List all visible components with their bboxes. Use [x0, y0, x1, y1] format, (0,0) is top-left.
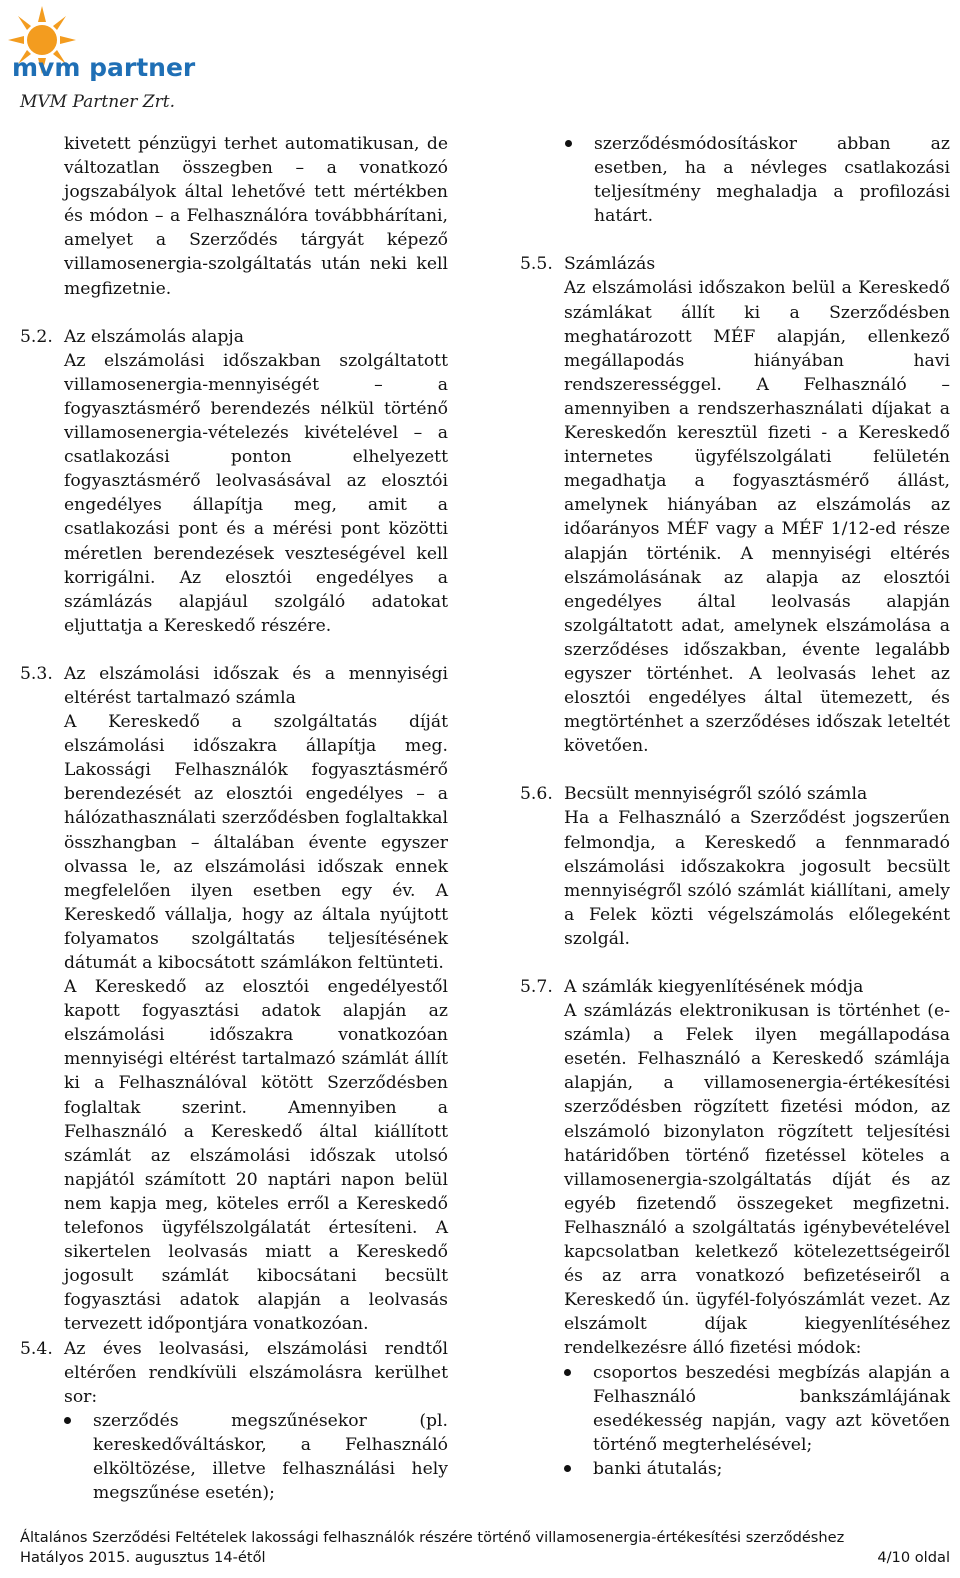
logo-text: mvm partner: [12, 53, 196, 82]
section-number: 5.6.: [520, 784, 553, 805]
left-column: [20, 132, 448, 1505]
section-number: 5.7.: [520, 977, 553, 997]
bullet-icon: [564, 1465, 571, 1472]
bullet-icon: [64, 1417, 71, 1424]
list-item-text: csoportos beszedési megbízás alapján a Felhasználó bankszámlájának esedékesség napján, vagy azt követően történő megterhelésével;: [593, 1362, 950, 1455]
section-body: A számlázás elektronikusan is történhet (e-számla) a Felek ilyen megállapodása esetén. Felhasználó a Kereskedő számlája alapján, a villamosenergia-értékesítési szerződésben rögzített fizetési módon, az elszámoló bizonylaton rögzített teljesítési határidőben történő fizetéssel köteles a villamosenergia-szolgáltatás díját és az egyéb fizetendő összegeket megfizetni. Felhasználó a szolgáltatás igénybevételével kapcsolatban keletkező kötelezettségeiről és az arra vonatkozó befizetéseiről a Kereskedő ún. ügyfél-folyószámlát vezet. Az elszámolt díjak kiegyenlítéséhez rendelkezésre álló fizetési módok:: [564, 1001, 950, 1359]
section-body: Az elszámolási időszakban szolgáltatott villamosenergia-mennyiségét – a fogyasztásmérő berendezés nélkül történő villamosenergia-vételezés kivételével – a csatlakozási ponton elhelyezett fogyasztásmérő leolvasásával az elosztói engedélyes állapítja meg, amit a csatlakozási pont és a mérési pont közötti méretlen berendezések veszteségével kell korrigálni. Az elosztói engedélyes a számlázás alapjául szolgáló adatokat eljuttatja a Kereskedő részére.: [64, 350, 448, 636]
footer-document-title: Általános Szerződési Feltételek lakossági felhasználók részére történő villamosenergia-értékesítési szerződéshez: [20, 1529, 845, 1546]
section-number: 5.4.: [20, 1338, 53, 1359]
footer-effective-date: Hatályos 2015. augusztus 14-étől: [20, 1549, 266, 1566]
page-number: 4/10 oldal: [877, 1549, 950, 1566]
section-number: 5.2.: [20, 326, 53, 347]
section-title: Az elszámolási időszak és a mennyiségi eltérést tartalmazó számla: [64, 663, 448, 708]
right-column: [520, 132, 950, 1481]
list-item-text: szerződés megszűnésekor (pl. kereskedőváltáskor, a Felhasználó elköltözése, illetve felhasználási hely megszűnése esetén);: [93, 1410, 448, 1504]
list-item: [564, 1361, 950, 1457]
section-number: 5.5.: [520, 254, 553, 275]
bullet-list: [64, 1409, 448, 1505]
section-5-4: [20, 1337, 448, 1506]
mvm-partner-logo: [6, 4, 206, 94]
section-body: Ha a Felhasználó a Szerződést jogszerűen felmondja, a Kereskedő a fennmaradó elszámolási időszakokra jogosult becsült mennyiségről szóló számlát kiállítani, amely a Felek közti végelszámolás előlegeként szolgál.: [564, 808, 950, 949]
bullet-icon: [564, 1369, 571, 1376]
section-5-5: [520, 252, 950, 758]
section-title: Az éves leolvasási, elszámolási rendtől eltérően rendkívüli elszámolásra kerülhet sor:: [64, 1338, 448, 1407]
section-5-3: [20, 662, 448, 1337]
page-header: [6, 4, 266, 114]
section-body: A Kereskedő a szolgáltatás díját elszámolási időszakra állapítja meg. Lakossági Felhasználók fogyasztásmérő berendezését az elosztói engedélyes – a hálózathasználati szerződésben foglaltakkal összhangban – általában évente egyszer olvassa le, az elszámolási időszak ennek megfelelően ilyen esetben egy év. A Kereskedő vállalja, hogy az általa nyújtott folyamatos szolgáltatás teljesítésének dátumát a kibocsátott számlákon feltünteti.: [64, 712, 448, 973]
section-body: A Kereskedő az elosztói engedélyestől kapott fogyasztási adatok alapján az elszámolási időszakra vonatkozóan mennyiségi eltérést tartalmazó számlát állít ki a Felhasználóval kötött Szerződésben foglaltak szerint. Amennyiben a Felhasználó a Kereskedő által kiállított számlát az elszámolási időszak utolsó napjától számított 20 naptári napon belül nem kapja meg, köteles erről a Kereskedő telefonos ügyfélszolgálatát értesíteni. A sikertelen leolvasás miatt a Kereskedő jogosult számlát kibocsátani becsült fogyasztási adatok alapján a leolvasás tervezett időpontjára vonatkozóan.: [64, 977, 448, 1335]
list-item: [564, 1457, 950, 1481]
section-title: Becsült mennyiségről szóló számla: [564, 784, 868, 805]
page-footer: [20, 1528, 950, 1568]
list-item: [64, 1409, 448, 1505]
list-item-text: banki átutalás;: [593, 1458, 723, 1479]
bullet-icon: [565, 140, 572, 147]
section-5-2: [20, 325, 448, 638]
list-item-text: szerződésmódosításkor abban az esetben, ha a névleges csatlakozási teljesítmény meghaladja a profilozási határt.: [594, 134, 950, 227]
section-number: 5.3.: [20, 663, 53, 684]
section-5-7: [520, 975, 950, 1481]
section-title: A számlák kiegyenlítésének módja: [564, 977, 864, 997]
section-title: Az elszámolás alapja: [64, 326, 244, 347]
list-item: [565, 132, 950, 228]
bullet-list: [565, 132, 950, 228]
company-name: MVM Partner Zrt.: [20, 92, 175, 112]
section-title: Számlázás: [564, 254, 656, 275]
section-body: Az elszámolási időszakon belül a Kereskedő számlákat állít ki a Szerződésben meghatározott MÉF alapján, ellenkező megállapodás hiányában havi rendszerességgel. A Felhasználó – amennyiben a rendszerhasználati díjakat a Kereskedőn keresztül fizeti - a Kereskedő internetes ügyfélszolgálati felületén megadhatja a fogyasztásmérő állást, amelynek hiányában az elszámolás az időarányos MÉF vagy a MÉF 1/12-ed része alapján történik. A mennyiségi eltérés elszámolásának az alapja az elosztói engedélyes által leolvasás alapján szolgáltatott adat, amelynek elszámolása a szerződéses időszakban, évente legalább egyszer történhet. A leolvasás lehet az elosztói engedélyes által ütemezett, és megtörténhet a szerződéses időszak leteltét követően.: [564, 278, 950, 757]
intro-paragraph: kivetett pénzügyi terhet automatikusan, de változatlan összegben – a vonatkozó jogszabályok által lehetővé tett mértékben és módon – a Felhasználóra továbbhárítani, amelyet a Szerződés tárgyát képező villamosenergia-szolgáltatás után neki kell megfizetnie.: [64, 134, 448, 299]
section-5-6: [520, 782, 950, 951]
bullet-list: [564, 1361, 950, 1481]
